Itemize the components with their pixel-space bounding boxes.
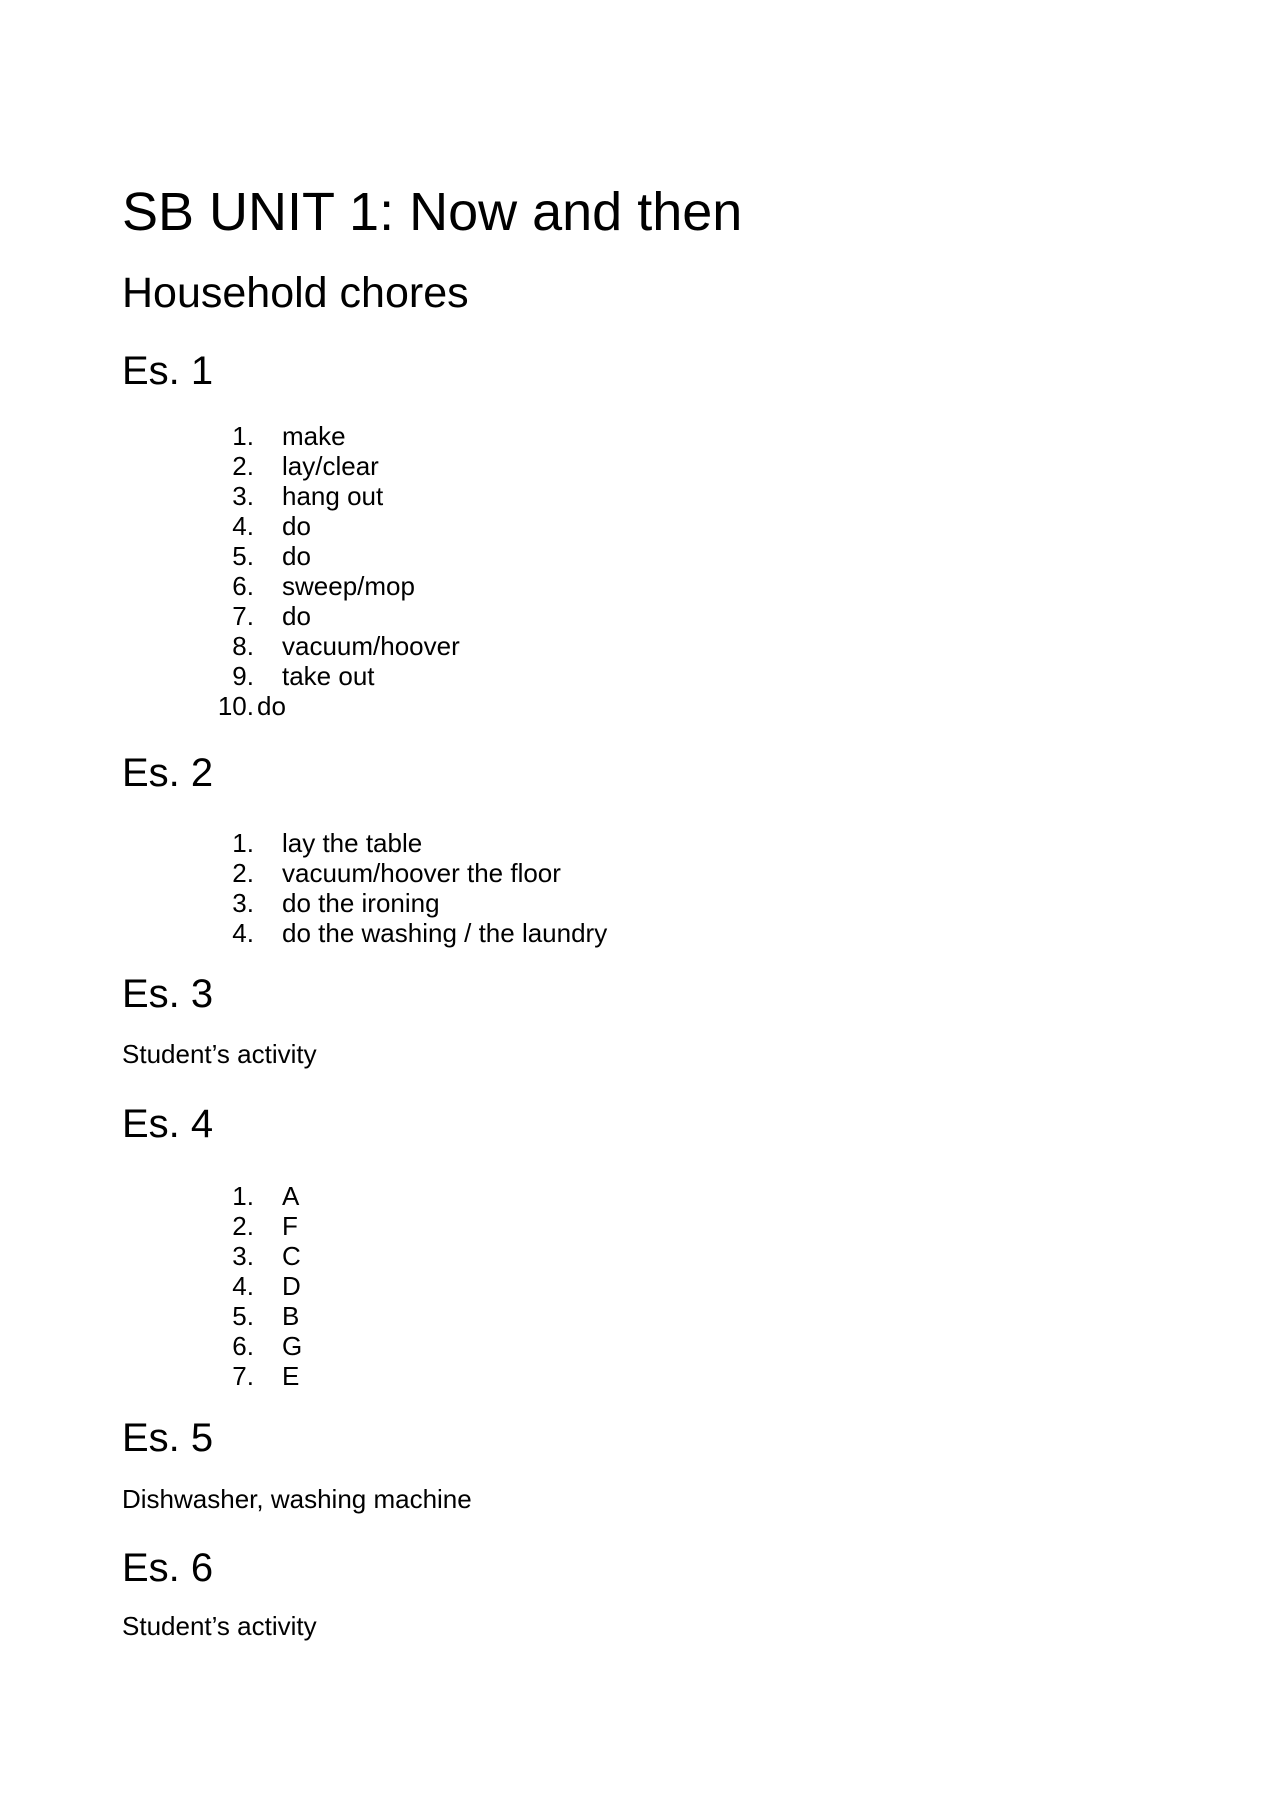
list-item bbox=[206, 631, 460, 661]
list-item bbox=[206, 888, 607, 918]
answer-text: take out bbox=[282, 661, 375, 691]
exercise-5-heading: Es. 5 bbox=[122, 1416, 214, 1460]
answer-text: D bbox=[282, 1271, 301, 1301]
list-item bbox=[206, 691, 460, 721]
answer-text: do bbox=[257, 691, 286, 721]
list-item bbox=[206, 451, 460, 481]
answer-text: vacuum/hoover the floor bbox=[282, 858, 561, 888]
answer-text: do bbox=[282, 601, 311, 631]
page-title: SB UNIT 1: Now and then bbox=[122, 182, 743, 242]
answer-text: B bbox=[282, 1301, 300, 1331]
list-item bbox=[206, 601, 460, 631]
exercise-6-note: Student’s activity bbox=[122, 1611, 317, 1641]
answer-text: do the washing / the laundry bbox=[282, 918, 608, 948]
answer-text: A bbox=[282, 1181, 300, 1211]
answer-text: lay/clear bbox=[282, 451, 379, 481]
answer-text: do bbox=[282, 541, 311, 571]
exercise-1-heading: Es. 1 bbox=[122, 349, 214, 393]
list-item bbox=[206, 828, 607, 858]
answer-text: hang out bbox=[282, 481, 384, 511]
list-item bbox=[206, 481, 460, 511]
list-item bbox=[206, 918, 607, 948]
list-item bbox=[206, 421, 460, 451]
list-item bbox=[206, 1181, 302, 1211]
list-item bbox=[206, 1241, 302, 1271]
exercise-2-heading: Es. 2 bbox=[122, 751, 214, 795]
list-item bbox=[206, 1211, 302, 1241]
answer-text: G bbox=[282, 1331, 303, 1361]
exercise-6-heading: Es. 6 bbox=[122, 1546, 214, 1590]
list-item bbox=[206, 661, 460, 691]
list-item bbox=[206, 541, 460, 571]
exercise-3-note: Student’s activity bbox=[122, 1039, 317, 1069]
list-item bbox=[206, 1331, 302, 1361]
list-item bbox=[206, 511, 460, 541]
list-item bbox=[206, 571, 460, 601]
answer-text: E bbox=[282, 1361, 300, 1391]
answer-text: make bbox=[282, 421, 346, 451]
exercise-4-answer-list bbox=[206, 1181, 302, 1391]
list-item bbox=[206, 858, 607, 888]
list-item bbox=[206, 1271, 302, 1301]
exercise-1-answer-list bbox=[206, 421, 460, 721]
exercise-3-heading: Es. 3 bbox=[122, 972, 214, 1016]
answer-text: do the ironing bbox=[282, 888, 440, 918]
page-subtitle: Household chores bbox=[122, 269, 469, 317]
answer-text: do bbox=[282, 511, 311, 541]
answer-text: sweep/mop bbox=[282, 571, 415, 601]
exercise-2-answer-list bbox=[206, 828, 607, 948]
answer-text: lay the table bbox=[282, 828, 423, 858]
answer-text: F bbox=[282, 1211, 298, 1241]
list-item bbox=[206, 1301, 302, 1331]
exercise-4-heading: Es. 4 bbox=[122, 1102, 214, 1146]
exercise-5-note: Dishwasher, washing machine bbox=[122, 1484, 472, 1514]
answer-text: vacuum/hoover bbox=[282, 631, 460, 661]
list-item bbox=[206, 1361, 302, 1391]
answer-text: C bbox=[282, 1241, 301, 1271]
